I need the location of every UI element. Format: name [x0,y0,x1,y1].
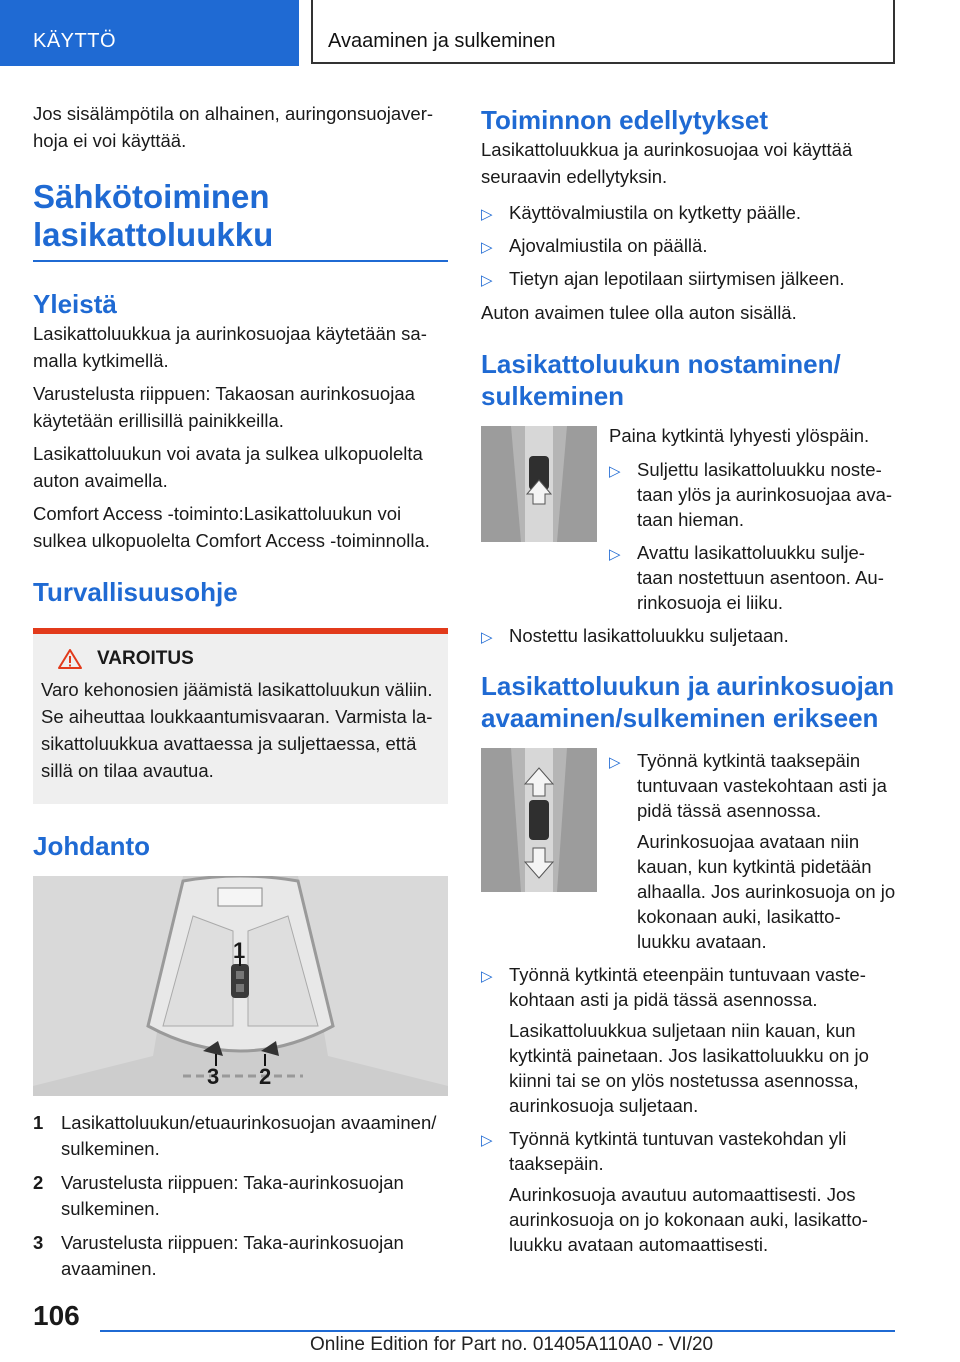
raise-list-continued [481,623,896,648]
left-column [33,100,448,1290]
switch-updown-illustration [481,748,597,892]
list-item: ▷ Suljettu lasikattoluukku noste- taan ylös ja aurinkosuojaa ava- taan hieman. [609,459,893,530]
bullet-triangle-icon: ▷ [481,206,493,223]
yleista-paragraph-4: Comfort Access -toiminto:Lasikattoluukun voi sulkea ulkopuolelta Comfort Access -toiminnolla. [33,503,430,551]
overhead-console-illustration [33,876,448,1096]
legend-item [33,1230,448,1282]
list-item: ▷ Avattu lasikattoluukku sulje- taan nostettuun asentoon. Au- rinkosuoja ei liiku. [609,542,884,613]
heading-yleista: Yleistä [33,289,117,319]
overhead-console-image [33,876,448,1096]
legend-number: 2 [33,1172,44,1193]
warning-triangle-icon [57,648,83,670]
raise-list [609,457,896,615]
separate-list [609,748,896,823]
separate-section [481,748,896,962]
warning-box [33,628,448,804]
callout-3: 3 [207,1064,220,1089]
bullet-triangle-icon: ▷ [481,629,493,646]
separate-list-continued [481,962,896,1012]
edition-text: Online Edition for Part no. 01405A110A0 - VI/20 [310,1334,714,1355]
legend-number: 1 [33,1112,44,1133]
section-title-line1: Sähkötoiminen [33,178,270,215]
legend-text: Varustelusta riippuen: Taka-aurinkosuojan avaaminen. [61,1232,404,1279]
section-title-line2: lasikattoluukku [33,216,274,253]
list-item: ▷ Työnnä kytkintä tuntuvan vastekohdan yli taaksepäin. [481,1128,847,1174]
page-number: 106 [33,1300,80,1331]
bullet-triangle-icon: ▷ [481,1132,493,1149]
callout-2: 2 [259,1064,272,1089]
list-item: ▷ Työnnä kytkintä eteenpäin tuntuvaan vaste- kohtaan asti ja pidä tässä asennossa. [481,964,866,1010]
heading-turvallisuusohje: Turvallisuusohje [33,577,238,607]
section-label: KÄYTTÖ [33,30,117,52]
yleista-paragraph-2: Varustelusta riippuen: Takaosan aurinkosuojaa käytetään erillisillä painikkeilla. [33,383,415,431]
figure-legend [33,1110,448,1282]
yleista-paragraph-3: Lasikattoluukun voi avata ja sulkea ulkopuolelta auton avaimella. [33,443,423,491]
separate-item2-note: Lasikattoluukkua suljetaan niin kauan, kun kytkintä painetaan. Jos lasikattoluukku on jo kiinni tai se on ylös nostetussa asennossa, aurinkosuoja suljetaan. [509,1020,869,1116]
warning-text: Varo kehonosien jäämistä lasikattoluukun väliin. Se aiheuttaa loukkaantumisvaaran. Varmista la- sikattoluukkua avattaessa ja suljettaessa, että sillä on tilaa avautua. [41,679,433,781]
intro-text: Jos sisälämpötila on alhainen, auringonsuojaver- hoja ei voi käyttää. [33,103,434,151]
list-item: ▷ Tietyn ajan lepotilaan siirtymisen jälkeen. [481,266,896,291]
section-tab [0,0,299,66]
separate-item3-note: Aurinkosuoja avautuu automaattisesti. Jos aurinkosuoja on jo kokonaan auki, lasikatto- luukku avataan automaattisesti. [509,1184,868,1255]
page-header [0,0,960,66]
heading-johdanto: Johdanto [33,831,150,861]
right-column [481,104,896,1257]
separate-item1-note: Aurinkosuojaa avataan niin kauan, kun kytkintä pidetään alhaalla. Jos aurinkosuoja on jo kokonaan auki, lasikatto- luukku avataan. [637,831,896,952]
key-requirement: Auton avaimen tulee olla auton sisällä. [481,302,797,323]
chapter-box [311,0,895,64]
requirements-list [481,200,896,291]
switch-up-image [481,426,597,542]
bullet-triangle-icon: ▷ [609,463,621,480]
footer-rule [100,1330,895,1332]
heading-erikseen: Lasikattoluukun ja aurinkosuojan avaaminen/sulkeminen erikseen [481,671,895,733]
requirements-intro: Lasikattoluukkua ja aurinkosuojaa voi käyttää seuraavin edellytyksin. [481,139,853,187]
bullet-triangle-icon: ▷ [481,239,493,256]
bullet-triangle-icon: ▷ [609,754,621,771]
raise-section [481,426,896,623]
section-title [33,178,448,254]
heading-nostaminen: Lasikattoluukun nostaminen/ sulkeminen [481,349,841,411]
list-item: ▷ Työnnä kytkintä taaksepäin tuntuvaan vastekohtaan asti ja pidä tässä asennossa. [609,750,887,821]
legend-text: Lasikattoluukun/etuaurinkosuojan avaaminen/ sulkeminen. [61,1112,437,1159]
bullet-triangle-icon: ▷ [609,546,621,563]
legend-item [33,1110,448,1162]
title-rule [33,260,448,262]
chapter-label: Avaaminen ja sulkeminen [328,30,556,52]
bullet-triangle-icon: ▷ [481,272,493,289]
yleista-paragraph-1: Lasikattoluukkua ja aurinkosuojaa käytetään sa- malla kytkimellä. [33,323,427,371]
list-item: ▷ Ajovalmiustila on päällä. [481,233,896,258]
callout-1: 1 [233,938,246,963]
list-item: ▷ Käyttövalmiustila on kytketty päälle. [481,200,896,225]
legend-number: 3 [33,1232,44,1253]
switch-up-illustration [481,426,597,542]
switch-updown-image [481,748,597,892]
bullet-triangle-icon: ▷ [481,968,493,985]
raise-intro: Paina kytkintä lyhyesti ylöspäin. [609,425,870,446]
legend-item [33,1170,448,1222]
legend-text: Varustelusta riippuen: Taka-aurinkosuojan sulkeminen. [61,1172,404,1219]
warning-title: VAROITUS [97,648,194,669]
separate-list-final [481,1126,896,1176]
list-item: ▷ Nostettu lasikattoluukku suljetaan. [481,623,896,648]
heading-edellytykset: Toiminnon edellytykset [481,105,769,135]
